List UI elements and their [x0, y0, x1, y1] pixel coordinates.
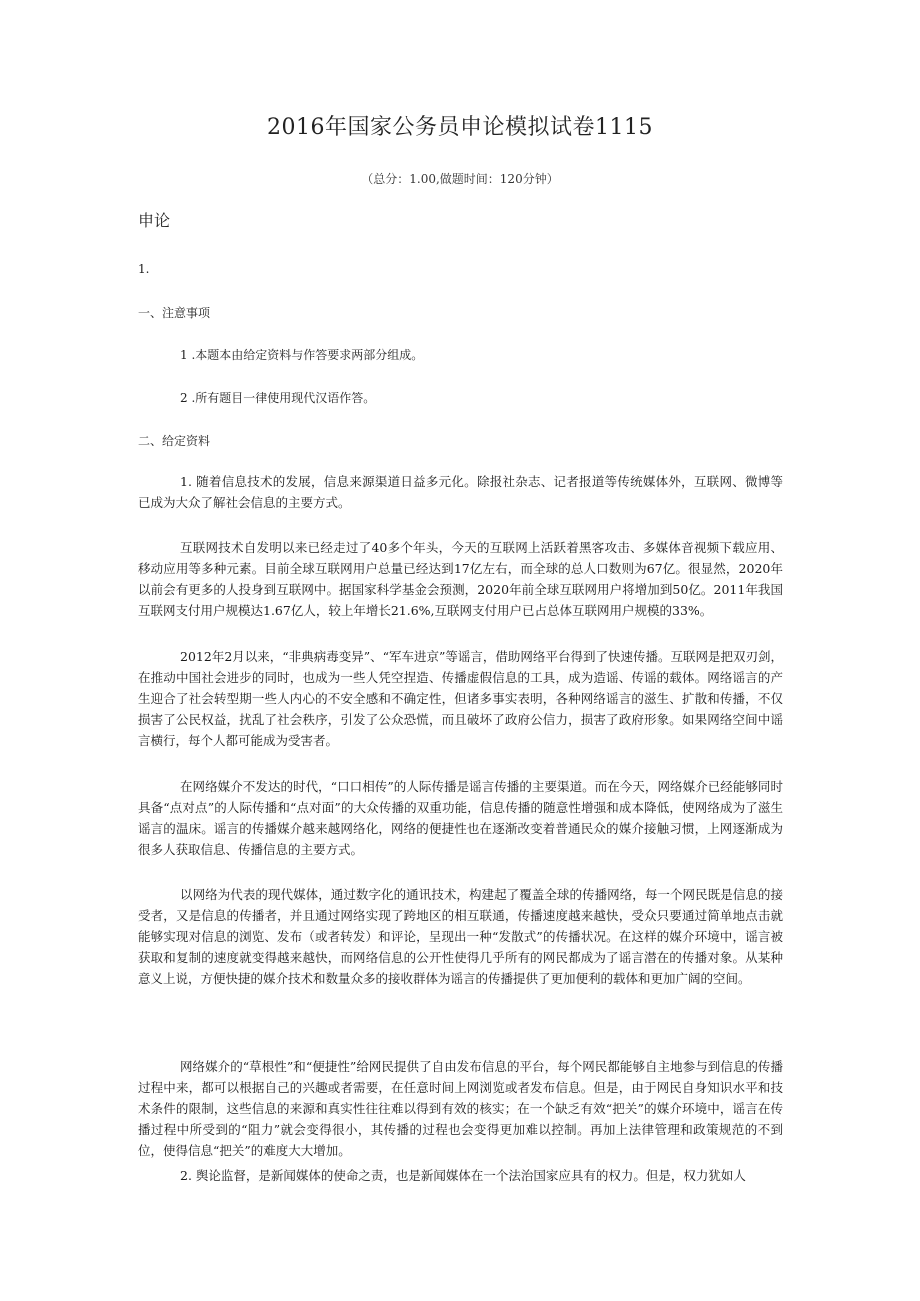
heading-notice: 一、注意事项 — [138, 306, 211, 320]
heading-materials: 二、给定资料 — [138, 434, 211, 448]
material-paragraph: 1. 随着信息技术的发展，信息来源渠道日益多元化。除报社杂志、记者报道等传统媒体外，互联网、微博等已成为大众了解社会信息的主要方式。 — [138, 474, 783, 510]
material-paragraph: 互联网技术自发明以来已经走过了40多个年头，今天的互联网上活跃着黑客攻击、多媒体音视频下载应用、移动应用等多种元素。目前全球互联网用户总量已经达到17亿左右，而全球的总人口数则为67亿。很显然，2020年以前会有更多的人投身到互联网中。据国家科学基金会预测，2020年前全球互联网用户将增加到50亿。2011年我国互联网支付用户规模达1.67亿人，较上年增长21.6%,互联网支付用户已占总体互联网用户规模的33%。 — [138, 540, 783, 618]
question-number: 1. — [138, 262, 150, 276]
material-paragraph: 网络媒介的“草根性”和“便捷性”给网民提供了自由发布信息的平台，每个网民都能够自主地参与到信息的传播过程中来，都可以根据自己的兴趣或者需要，在任意时间上网浏览或者发布信息。但是，由于网民自身知识水平和技术条件的限制，这些信息的来源和真实性往往难以得到有效的核实；在一个缺乏有效“把关”的媒介环境中，谣言在传播过程中所受到的“阻力”就会变得很小，其传播的过程也会变得更加难以控制。再加上法律管理和政策规范的不到位，使得信息“把关”的难度大大增加。 — [138, 1059, 783, 1158]
material-paragraph: 2. 舆论监督，是新闻媒体的使命之责，也是新闻媒体在一个法治国家应具有的权力。但是，权力犹如人 — [180, 1168, 746, 1183]
exam-info: （总分：1.00,做题时间：120分钟） — [361, 172, 559, 186]
section-label: 申论 — [138, 211, 171, 230]
material-paragraph: 2012年2月以来，“非典病毒变异”、“军车进京”等谣言，借助网络平台得到了快速传播。互联网是把双刃剑，在推动中国社会进步的同时，也成为一些人凭空捏造、传播虚假信息的工具，成为造谣、传谣的载体。网络谣言的产生迎合了社会转型期一些人内心的不安全感和不确定性，但诸多事实表明，各种网络谣言的滋生、扩散和传播，不仅损害了公民权益，扰乱了社会秩序，引发了公众恐慌，而且破坏了政府公信力，损害了政府形象。如果网络空间中谣言横行，每个人都可能成为受害者。 — [138, 649, 783, 748]
note-item: 1 .本题本由给定资料与作答要求两部分组成。 — [180, 348, 424, 362]
material-paragraph: 以网络为代表的现代媒体，通过数字化的通讯技术，构建起了覆盖全球的传播网络，每一个网民既是信息的接受者，又是信息的传播者，并且通过网络实现了跨地区的相互联通，传播速度越来越快，受众只要通过简单地点击就能够实现对信息的浏览、发布（或者转发）和评论，呈现出一种“发散式”的传播状况。在这样的媒介环境中，谣言被获取和复制的速度就变得越来越快，而网络信息的公开性使得几乎所有的网民都成为了谣言潜在的传播对象。从某种意义上说，方便快捷的媒介技术和数量众多的接收群体为谣言的传播提供了更加便利的载体和更加广阔的空间。 — [138, 887, 783, 986]
material-paragraph: 在网络媒介不发达的时代，“口口相传”的人际传播是谣言传播的主要渠道。而在今天，网络媒介已经能够同时具备“点对点”的人际传播和“点对面”的大众传播的双重功能，信息传播的随意性增强和成本降低，使网络成为了滋生谣言的温床。谣言的传播媒介越来越网络化，网络的便捷性也在逐渐改变着普通民众的媒介接触习惯，上网逐渐成为很多人获取信息、传播信息的主要方式。 — [138, 779, 783, 857]
document-title: 2016年国家公务员申论模拟试卷1115 — [267, 115, 653, 140]
note-item: 2 .所有题目一律使用现代汉语作答。 — [180, 391, 376, 405]
